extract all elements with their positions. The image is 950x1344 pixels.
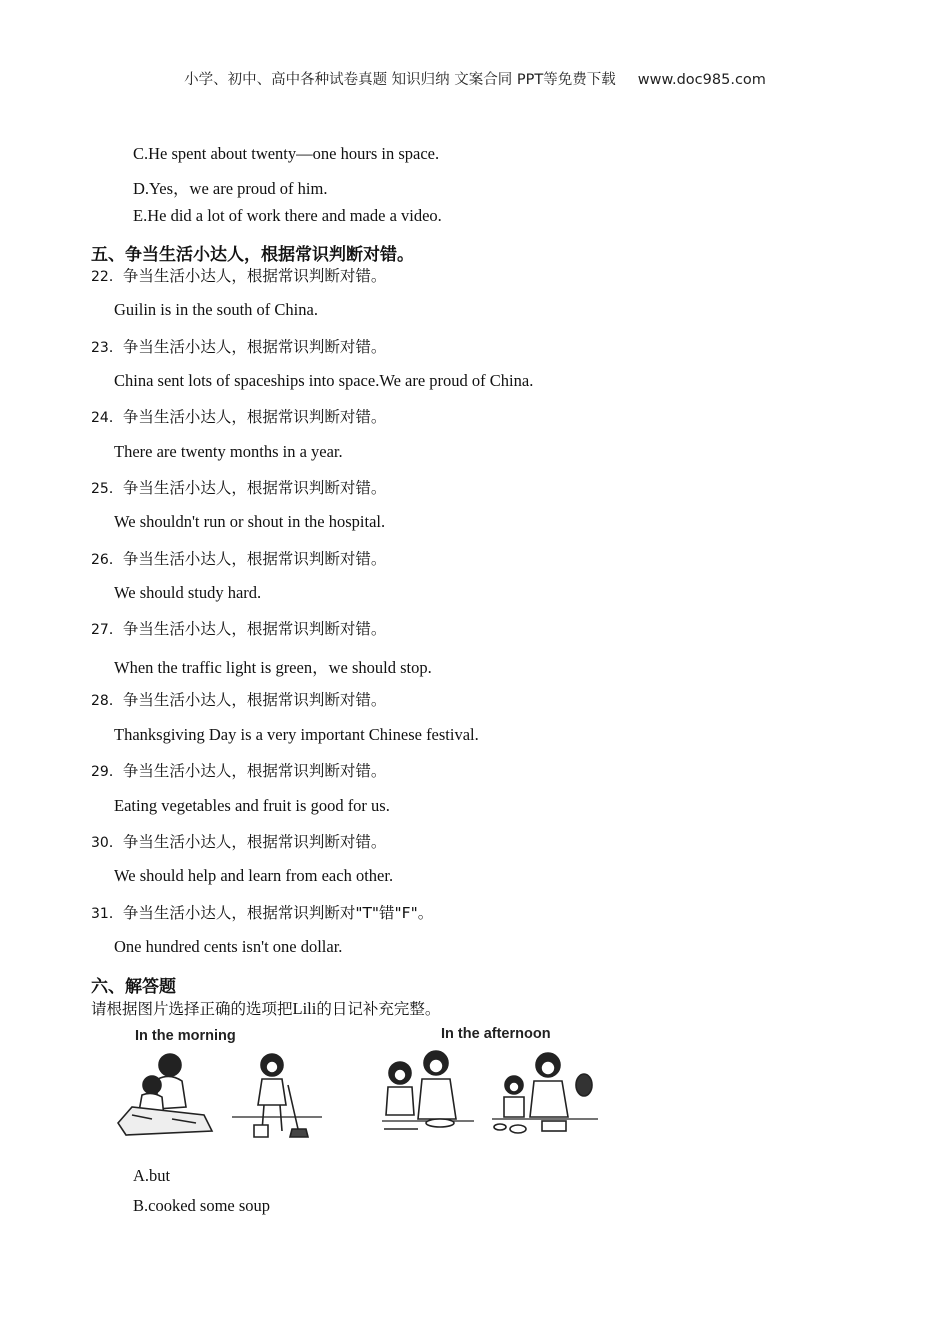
- question-31-sentence: One hundred cents isn't one dollar.: [114, 937, 343, 956]
- section-6-title: 六、解答题: [91, 977, 176, 997]
- question-23: 23．争当生活小达人，根据常识判断对错。: [91, 338, 387, 356]
- afternoon-illustration: [378, 1045, 598, 1140]
- option-a: A.but: [133, 1166, 171, 1185]
- question-25: 25．争当生活小达人，根据常识判断对错。: [91, 479, 387, 497]
- question-24-sentence: There are twenty months in a year.: [114, 442, 343, 461]
- question-25-sentence: We shouldn't run or shout in the hospital.: [114, 512, 386, 531]
- question-22-sentence: Guilin is in the south of China.: [114, 300, 318, 319]
- caption-morning: In the morning: [135, 1028, 236, 1044]
- question-26-sentence: We should study hard.: [114, 583, 262, 602]
- option-b: B.cooked some soup: [133, 1196, 271, 1215]
- question-27: 27．争当生活小达人，根据常识判断对错。: [91, 620, 387, 638]
- caption-afternoon: In the afternoon: [441, 1026, 551, 1042]
- question-26: 26．争当生活小达人，根据常识判断对错。: [91, 550, 387, 568]
- option-e: E.He did a lot of work there and made a video.: [133, 206, 442, 225]
- question-27-sentence: When the traffic light is green，we should stop.: [114, 658, 432, 677]
- question-31: 31．争当生活小达人，根据常识判断对"T"错"F"。: [91, 904, 434, 922]
- question-29: 29．争当生活小达人，根据常识判断对错。: [91, 762, 387, 780]
- question-22: 22．争当生活小达人，根据常识判断对错。: [91, 267, 387, 285]
- question-24: 24．争当生活小达人，根据常识判断对错。: [91, 408, 387, 426]
- section-5-title: 五、争当生活小达人，根据常识判断对错。: [91, 245, 414, 265]
- header-text: 小学、初中、高中各种试卷真题 知识归纳 文案合同 PPT等免费下载: [184, 72, 616, 88]
- question-28-sentence: Thanksgiving Day is a very important Chinese festival.: [114, 725, 479, 744]
- option-c: C.He spent about twenty—one hours in space.: [133, 144, 440, 163]
- question-30: 30．争当生活小达人，根据常识判断对错。: [91, 833, 387, 851]
- question-28: 28．争当生活小达人，根据常识判断对错。: [91, 691, 387, 709]
- question-23-sentence: China sent lots of spaceships into space.We are proud of China.: [114, 371, 534, 390]
- section-6-instruction: 请根据图片选择正确的选项把Lili的日记补充完整。: [91, 999, 441, 1018]
- question-29-sentence: Eating vegetables and fruit is good for us.: [114, 796, 390, 815]
- option-d: D.Yes，we are proud of him.: [133, 179, 328, 198]
- page-header: [0, 68, 950, 89]
- header-site: www.doc985.com: [637, 72, 766, 88]
- morning-illustration: [112, 1045, 322, 1140]
- question-30-sentence: We should help and learn from each other.: [114, 866, 394, 885]
